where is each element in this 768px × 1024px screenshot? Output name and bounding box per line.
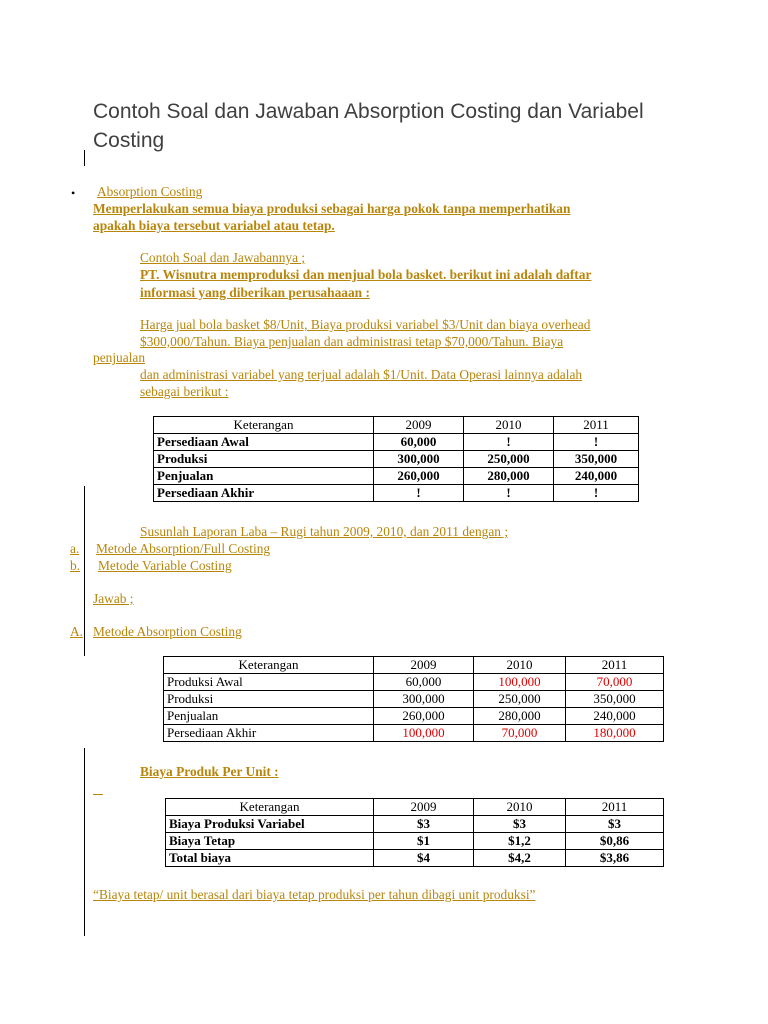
- table-cell: 280,000: [474, 708, 566, 725]
- table-cell: 280,000: [464, 468, 554, 485]
- problem-line-4: dan administrasi variabel yang terjual adalah $1/Unit. Data Operasi lainnya adalah: [140, 367, 583, 382]
- table-cell: $3: [566, 816, 664, 833]
- method-a-label: Metode Absorption/Full Costing: [96, 541, 271, 556]
- table-cell: Produksi Awal: [164, 674, 374, 691]
- operating-data-table: [153, 416, 639, 502]
- table-cell: $3: [474, 816, 566, 833]
- table-cell: $1: [374, 833, 474, 850]
- problem-line-5: sebagai berikut :: [140, 384, 229, 399]
- table-cell: 60,000: [374, 674, 474, 691]
- table-header-cell: Keterangan: [164, 657, 374, 674]
- table-cell-highlight: 100,000: [474, 674, 566, 691]
- method-b-label: Metode Variable Costing: [98, 558, 232, 573]
- bullet-marker: •: [71, 186, 76, 200]
- table-cell: 260,000: [374, 468, 464, 485]
- table-cell: Produksi: [154, 451, 374, 468]
- table-cell-highlight: 70,000: [566, 674, 664, 691]
- table-row: [166, 816, 664, 833]
- example-heading: Contoh Soal dan Jawabannya ;: [140, 250, 306, 265]
- table-cell: $4: [374, 850, 474, 867]
- table-header-cell: 2011: [566, 799, 664, 816]
- table-cell: !: [554, 434, 639, 451]
- problem-line-3: penjualan: [93, 350, 146, 365]
- table-header-cell: 2009: [374, 417, 464, 434]
- table-cell: Persediaan Akhir: [164, 725, 374, 742]
- answer-heading: Jawab ;: [93, 591, 134, 606]
- company-line-1: PT. Wisnutra memproduksi dan menjual bola basket. berikut ini adalah daftar: [140, 267, 592, 282]
- table-cell: Persediaan Awal: [154, 434, 374, 451]
- table-cell: 240,000: [554, 468, 639, 485]
- table-header-cell: Keterangan: [166, 799, 374, 816]
- table-cell: !: [464, 485, 554, 502]
- table-cell: $3: [374, 816, 474, 833]
- list-marker-a: a.: [70, 541, 80, 556]
- table-header-row: [166, 799, 664, 816]
- table-header-cell: 2010: [464, 417, 554, 434]
- table-header-cell: 2010: [474, 799, 566, 816]
- table-cell: Penjualan: [154, 468, 374, 485]
- absorption-data-table: [163, 656, 664, 742]
- table-cell: 350,000: [566, 691, 664, 708]
- table-row: [164, 674, 664, 691]
- table-cell: $0,86: [566, 833, 664, 850]
- absorption-method-heading: Metode Absorption Costing: [93, 624, 242, 639]
- text-cursor-bar: [84, 150, 85, 166]
- empty-underline: [93, 781, 103, 798]
- table-row: [154, 468, 639, 485]
- table-cell: 350,000: [554, 451, 639, 468]
- table-cell: 260,000: [374, 708, 474, 725]
- table-cell: !: [554, 485, 639, 502]
- table-row: [164, 725, 664, 742]
- left-margin-bar: [84, 486, 85, 656]
- table-cell-highlight: 180,000: [566, 725, 664, 742]
- table-cell-highlight: 70,000: [474, 725, 566, 742]
- table-header-cell: 2009: [374, 657, 474, 674]
- list-marker-b: b.: [70, 558, 81, 573]
- problem-line-1: Harga jual bola basket $8/Unit, Biaya produksi variabel $3/Unit dan biaya overhead: [140, 317, 591, 332]
- table-cell: Penjualan: [164, 708, 374, 725]
- table-row: [154, 451, 639, 468]
- table-header-cell: 2011: [566, 657, 664, 674]
- company-line-2: informasi yang diberikan perusahaaan :: [140, 285, 370, 300]
- definition-line-1: Memperlakukan semua biaya produksi sebagai harga pokok tanpa memperhatikan: [93, 201, 571, 216]
- table-cell: 250,000: [464, 451, 554, 468]
- left-margin-bar-2: [84, 748, 85, 936]
- table-cell: 300,000: [374, 451, 464, 468]
- table-header-cell: 2009: [374, 799, 474, 816]
- table-header-cell: 2010: [474, 657, 566, 674]
- problem-line-2: $300,000/Tahun. Biaya penjualan dan administrasi tetap $70,000/Tahun. Biaya: [140, 334, 564, 349]
- table-header-row: [154, 417, 639, 434]
- table-row: [154, 485, 639, 502]
- table-header-row: [164, 657, 664, 674]
- definition-line-2: apakah biaya tersebut variabel atau tetap.: [93, 218, 335, 233]
- table-header-cell: Keterangan: [154, 417, 374, 434]
- table-row: [154, 434, 639, 451]
- table-cell: Total biaya: [166, 850, 374, 867]
- table-cell: Produksi: [164, 691, 374, 708]
- section-heading-absorption: Absorption Costing: [97, 184, 203, 199]
- table-cell: 60,000: [374, 434, 464, 451]
- table-cell: 300,000: [374, 691, 474, 708]
- table-row: [164, 708, 664, 725]
- table-cell: Biaya Tetap: [166, 833, 374, 850]
- table-cell: $3,86: [566, 850, 664, 867]
- table-cell: 250,000: [474, 691, 566, 708]
- table-cell: Persediaan Akhir: [154, 485, 374, 502]
- list-marker-A: A.: [70, 624, 84, 639]
- table-cell-highlight: 100,000: [374, 725, 474, 742]
- table-row: [166, 850, 664, 867]
- table-row: [164, 691, 664, 708]
- table-cell: 240,000: [566, 708, 664, 725]
- page-title: Contoh Soal dan Jawaban Absorption Costing dan Variabel Costing: [93, 100, 644, 152]
- table-cell: Biaya Produksi Variabel: [166, 816, 374, 833]
- instruction-line: Susunlah Laporan Laba – Rugi tahun 2009, 2010, dan 2011 dengan ;: [140, 524, 509, 539]
- footnote-quote: “Biaya tetap/ unit berasal dari biaya tetap produksi per tahun dibagi unit produksi”: [93, 887, 536, 902]
- table-cell: $4,2: [474, 850, 566, 867]
- table-cell: !: [374, 485, 464, 502]
- table-cell: $1,2: [474, 833, 566, 850]
- table-row: [166, 833, 664, 850]
- table-cell: !: [464, 434, 554, 451]
- unit-cost-table: [165, 798, 664, 867]
- unit-cost-heading: Biaya Produk Per Unit :: [140, 764, 279, 779]
- table-header-cell: 2011: [554, 417, 639, 434]
